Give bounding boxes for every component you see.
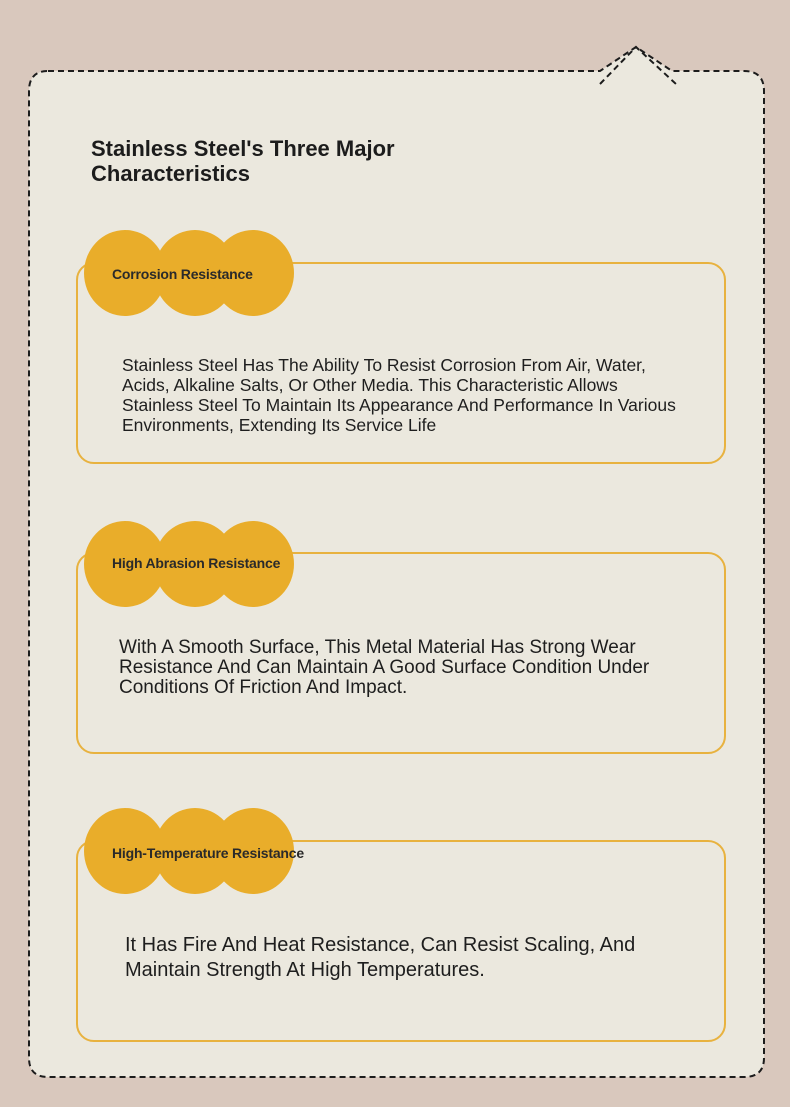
section-text-abrasion: With A Smooth Surface, This Metal Material Has Strong Wear Resistance And Can Maintain A Good Surface Condition Under Conditions Of Friction And Impact. <box>119 637 650 698</box>
section-label-abrasion: High Abrasion Resistance <box>112 555 281 571</box>
section-text-corrosion: Stainless Steel Has The Ability To Resist Corrosion From Air, Water, Acids, Alkaline Salts, Or Other Media. This Characteristic Allows Stainless Steel To Maintain Its Appearance And Performance In Various Environments, Extending Its Service Life <box>122 355 676 435</box>
section-label-temperature: High-Temperature Resistance <box>112 845 304 861</box>
page-title: Stainless Steel's Three Major Characteristics <box>91 136 395 186</box>
section-label-corrosion: Corrosion Resistance <box>112 266 253 282</box>
section-text-temperature: It Has Fire And Heat Resistance, Can Resist Scaling, And Maintain Strength At High Temperatures. <box>125 934 636 981</box>
